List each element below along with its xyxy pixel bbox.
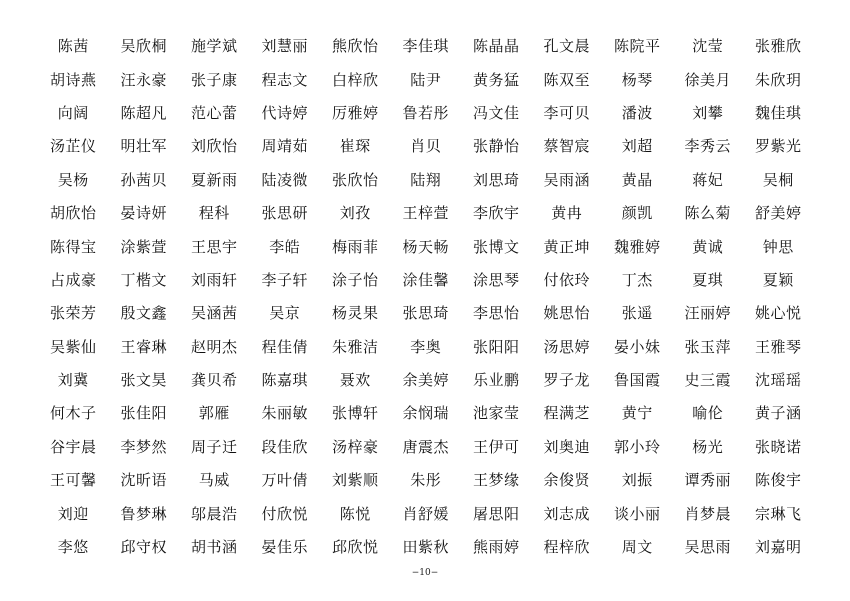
name-cell: 郭雁 [198,404,230,423]
name-cell: 吴桐 [762,170,794,189]
name-cell: 赵明杰 [190,337,238,356]
name-cell: 黄子涵 [754,404,802,423]
name-cell: 吴京 [269,304,301,323]
name-cell: 龚贝希 [190,371,238,390]
name-cell: 冯文佳 [472,103,520,122]
name-cell: 占成豪 [49,270,97,289]
name-cell: 罗子龙 [543,371,590,390]
name-cell: 沈莹 [692,37,724,56]
name-cell: 李思怡 [472,304,520,323]
name-cell: 聂欢 [339,371,371,390]
name-cell: 王雅琴 [754,337,802,356]
name-cell: 王梦缘 [472,471,520,490]
name-cell: 晏佳乐 [261,538,308,557]
name-cell: 夏新雨 [190,170,238,189]
name-cell: 刘攀 [692,103,724,122]
name-cell: 宗琳飞 [754,504,802,523]
name-cell: 崔琛 [339,137,371,156]
name-cell: 魏雅婷 [613,237,661,256]
name-cell: 明壮军 [120,137,167,156]
name-cell: 潘波 [621,103,653,122]
name-cell: 黄晶 [621,170,653,189]
name-cell: 乐业鹏 [472,371,520,390]
name-row [38,463,814,496]
name-cell: 吴杨 [57,170,89,189]
name-cell: 周靖茹 [261,137,308,156]
name-cell: 黄冉 [551,204,583,223]
name-cell: 李奥 [410,337,442,356]
name-cell: 段佳欣 [261,437,308,456]
name-cell: 李佳琪 [402,37,449,56]
name-cell: 孙茜贝 [120,170,167,189]
name-cell: 刘志成 [543,504,590,523]
name-cell: 熊欣怡 [331,37,379,56]
name-list-grid [38,29,814,563]
name-cell: 陈悦 [339,504,371,523]
name-cell: 张雅欣 [754,37,802,56]
name-cell: 胡欣怡 [49,204,97,223]
name-cell: 徐美月 [684,70,731,89]
name-cell: 李悠 [57,538,89,557]
name-row [38,96,814,129]
name-row [38,163,814,196]
name-cell: 刘超 [621,137,653,156]
name-cell: 刘紫顺 [331,471,379,490]
name-cell: 万叶倩 [261,471,308,490]
name-cell: 黄诚 [692,237,724,256]
name-cell: 张文昊 [120,371,167,390]
name-cell: 邬晨浩 [190,504,238,523]
name-cell: 蒋妃 [692,170,724,189]
name-cell: 刘奥迪 [543,437,590,456]
name-cell: 殷文鑫 [120,304,167,323]
name-cell: 沈昕语 [120,471,167,490]
name-row [38,330,814,363]
name-cell: 王伊可 [472,437,520,456]
name-cell: 吴欣桐 [120,37,167,56]
name-cell: 付欣悦 [261,504,308,523]
name-cell: 涂佳馨 [402,270,449,289]
name-cell: 刘冀 [57,371,89,390]
name-cell: 涂思琴 [472,270,520,289]
name-cell: 喻伦 [692,404,724,423]
name-cell: 陈晶晶 [472,37,520,56]
name-cell: 程满芝 [543,404,590,423]
name-cell: 李秀云 [684,137,731,156]
name-cell: 谈小丽 [613,504,661,523]
name-cell: 夏琪 [692,270,724,289]
name-cell: 王梓萱 [402,204,449,223]
name-cell: 丁楷文 [120,270,167,289]
name-row [38,129,814,162]
name-cell: 代诗婷 [261,103,308,122]
name-cell: 陆翔 [410,170,442,189]
name-cell: 何木子 [49,404,97,423]
name-cell: 肖贝 [410,137,442,156]
name-cell: 陈嘉琪 [261,371,308,390]
name-cell: 刘欣怡 [190,137,238,156]
name-cell: 张阳阳 [472,337,520,356]
name-cell: 朱欣玥 [754,70,802,89]
name-cell: 唐震杰 [402,437,449,456]
name-cell: 张思琦 [402,304,449,323]
name-cell: 张博文 [472,237,520,256]
name-cell: 陈茜 [57,37,89,56]
name-cell: 张荣芳 [49,304,97,323]
name-cell: 颜凯 [621,204,653,223]
name-cell: 黄宁 [621,404,653,423]
name-cell: 陈双至 [543,70,590,89]
name-cell: 胡书涵 [190,538,238,557]
name-cell: 汤梓豪 [331,437,379,456]
name-cell: 鲁梦琳 [120,504,167,523]
name-cell: 马威 [198,471,230,490]
name-cell: 黄正坤 [543,237,590,256]
name-cell: 李皓 [269,237,301,256]
name-cell: 王可馨 [49,471,97,490]
name-cell: 刘慧丽 [261,37,308,56]
name-cell: 张遥 [621,304,653,323]
name-row [38,530,814,563]
name-cell: 李子轩 [261,270,308,289]
name-cell: 刘思琦 [472,170,520,189]
name-cell: 姚思怡 [543,304,590,323]
name-cell: 刘孜 [339,204,371,223]
name-cell: 吴紫仙 [49,337,97,356]
name-cell: 张子康 [190,70,238,89]
name-cell: 夏颖 [762,270,794,289]
name-cell: 程梓欣 [543,538,590,557]
name-cell: 刘嘉明 [754,538,802,557]
name-cell: 吴涵茜 [190,304,238,323]
name-cell: 张思研 [261,204,308,223]
name-cell: 熊雨婷 [472,538,520,557]
name-row [38,196,814,229]
name-row [38,62,814,95]
name-cell: 陈俊宇 [754,471,802,490]
name-cell: 蔡智宸 [543,137,590,156]
name-cell: 张欣怡 [331,170,379,189]
name-cell: 朱雅洁 [331,337,379,356]
name-cell: 余悯瑞 [402,404,449,423]
page-number: −10− [411,568,439,578]
name-cell: 胡诗燕 [49,70,97,89]
name-cell: 郭小玲 [613,437,661,456]
name-cell: 王思宇 [190,237,238,256]
name-cell: 余俊贤 [543,471,590,490]
name-cell: 程佳倩 [261,337,308,356]
name-row [38,496,814,529]
name-cell: 施学斌 [190,37,238,56]
name-cell: 梅雨菲 [331,237,379,256]
name-cell: 汤思婷 [543,337,590,356]
name-cell: 刘振 [621,471,653,490]
name-cell: 程志文 [261,70,308,89]
name-cell: 陈院平 [613,37,661,56]
name-cell: 李欣宇 [472,204,520,223]
name-row [38,229,814,262]
name-row [38,263,814,296]
name-cell: 涂子怡 [331,270,379,289]
name-cell: 余美婷 [402,371,449,390]
name-cell: 张佳阳 [120,404,167,423]
name-cell: 周子迁 [190,437,238,456]
name-cell: 沈瑶瑶 [754,371,802,390]
name-cell: 舒美婷 [754,204,802,223]
name-cell: 杨天畅 [402,237,449,256]
name-cell: 魏佳琪 [754,103,802,122]
name-cell: 谭秀丽 [684,471,731,490]
name-cell: 刘迎 [57,504,89,523]
name-cell: 陆凌微 [261,170,308,189]
name-cell: 姚心悦 [754,304,802,323]
name-cell: 杨琴 [621,70,653,89]
name-cell: 王睿琳 [120,337,167,356]
name-row [38,29,814,62]
name-cell: 汪丽婷 [684,304,731,323]
name-cell: 汪永豪 [120,70,167,89]
name-row [38,430,814,463]
name-cell: 肖梦晨 [684,504,731,523]
name-cell: 厉雅婷 [331,103,379,122]
name-cell: 张玉萍 [684,337,731,356]
name-cell: 罗紫光 [754,137,802,156]
name-cell: 向阔 [57,103,89,122]
name-cell: 陈么菊 [684,204,731,223]
name-cell: 池家莹 [472,404,520,423]
name-cell: 屠思阳 [472,504,520,523]
name-cell: 程科 [198,204,230,223]
name-cell: 刘雨轩 [190,270,238,289]
name-cell: 钟思 [762,237,794,256]
name-cell: 孔文晨 [543,37,590,56]
name-cell: 张晓诺 [754,437,802,456]
name-cell: 陈得宝 [49,237,97,256]
name-cell: 肖舒媛 [402,504,449,523]
name-cell: 张静怡 [472,137,520,156]
name-cell: 晏诗妍 [120,204,167,223]
name-row [38,396,814,429]
name-cell: 范心蕾 [190,103,238,122]
name-row [38,296,814,329]
name-cell: 李梦然 [120,437,167,456]
name-cell: 吴思雨 [684,538,731,557]
name-cell: 谷宇晨 [49,437,97,456]
name-cell: 史三霞 [684,371,731,390]
name-cell: 张博轩 [331,404,379,423]
name-cell: 邱欣悦 [331,538,379,557]
name-cell: 晏小妹 [613,337,661,356]
name-cell: 田紫秋 [402,538,449,557]
name-cell: 朱丽敏 [261,404,308,423]
name-cell: 丁杰 [621,270,653,289]
name-cell: 杨灵果 [331,304,379,323]
name-cell: 黄务猛 [472,70,520,89]
name-cell: 周文 [621,538,653,557]
name-cell: 白梓欣 [331,70,379,89]
name-cell: 吴雨涵 [543,170,590,189]
name-cell: 陈超凡 [120,103,167,122]
name-cell: 邱守权 [120,538,167,557]
name-cell: 涂紫萱 [120,237,167,256]
name-cell: 汤芷仪 [49,137,97,156]
name-cell: 李可贝 [543,103,590,122]
name-cell: 杨光 [692,437,724,456]
name-cell: 朱彤 [410,471,442,490]
name-cell: 付依玲 [543,270,590,289]
name-cell: 鲁若彤 [402,103,449,122]
name-cell: 陆尹 [410,70,442,89]
name-row [38,363,814,396]
name-cell: 鲁国霞 [613,371,661,390]
